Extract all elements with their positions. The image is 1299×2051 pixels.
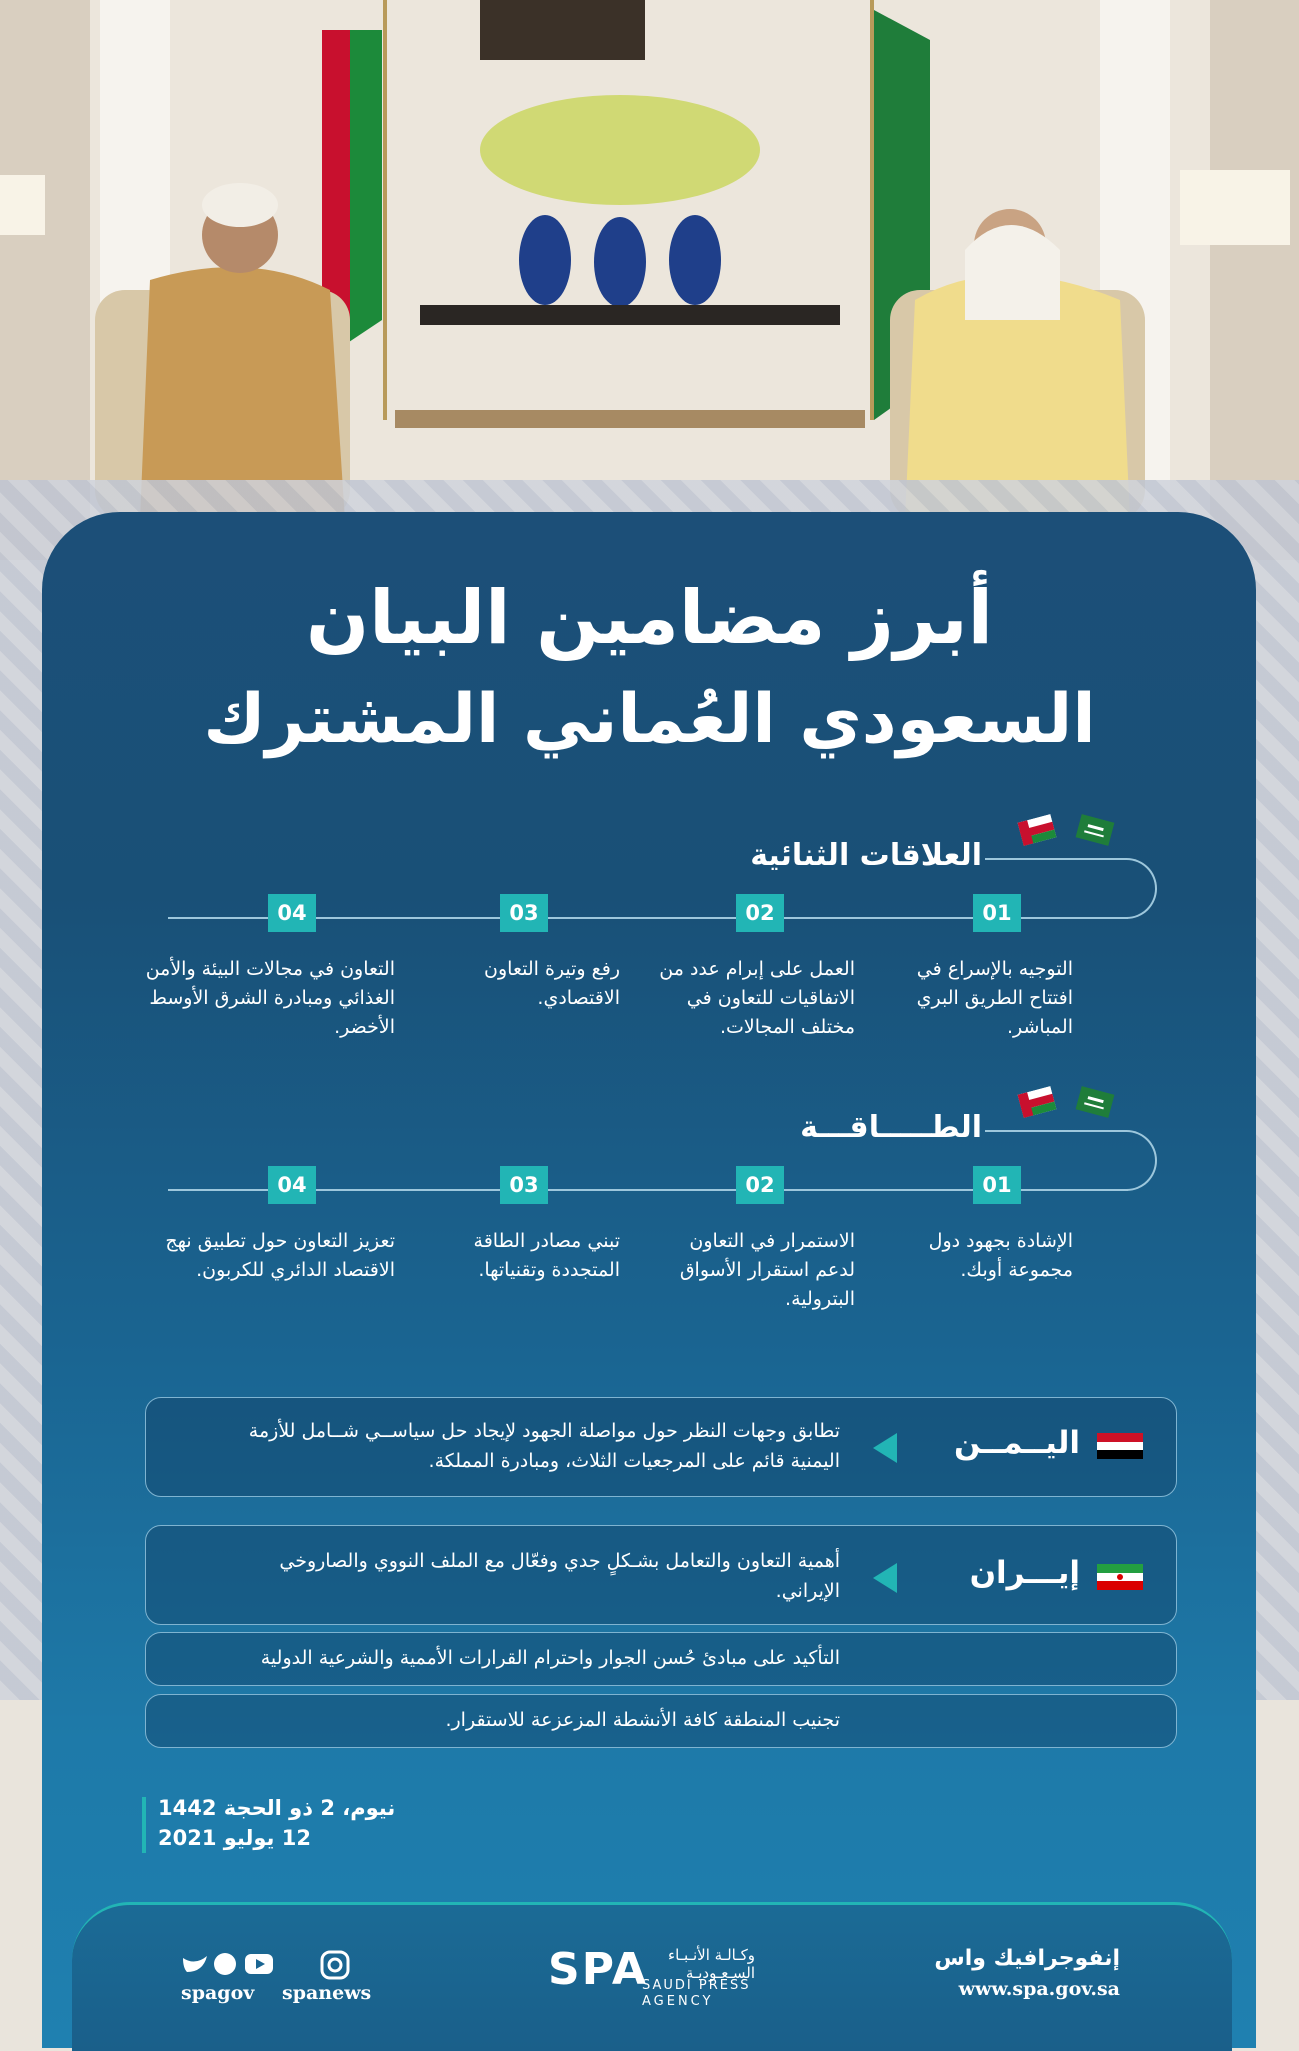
bilateral-item-01: التوجيه بالإسراع في افتتاح الطريق البري المباشر. bbox=[916, 958, 1073, 1038]
date-accent-bar bbox=[142, 1797, 146, 1853]
yemen-text: تطابق وجهات النظر حول مواصلة الجهود لإيجاد حل سياســي شــامل للأزمة اليمنية قائم على المرجعيات الثلاث، ومبادرة المملكة. bbox=[248, 1420, 840, 1472]
spa-logo-text: SPA bbox=[548, 1944, 648, 1995]
iran-flag-icon bbox=[1097, 1564, 1143, 1590]
bilateral-badge-04: 04 bbox=[268, 894, 316, 932]
yemen-flag-icon bbox=[1097, 1433, 1143, 1459]
bilateral-badge-01: 01 bbox=[973, 894, 1021, 932]
social-handle-spagov[interactable]: spagov bbox=[181, 1982, 255, 2004]
iran-point1-text: التأكيد على مبادئ حُسن الجوار واحترام القرارات الأممية والشرعية الدولية bbox=[260, 1647, 840, 1669]
iran-point2-text: تجنيب المنطقة كافة الأنشطة المزعزعة للاستقرار. bbox=[445, 1709, 840, 1731]
energy-heading-line bbox=[985, 1130, 1105, 1132]
energy-badge-04: 04 bbox=[268, 1166, 316, 1204]
agency-name-ar: وكـالـة الأنـبـاء السـعـوديـة bbox=[668, 1946, 755, 1982]
bilateral-heading: العلاقات الثنائية bbox=[750, 838, 982, 873]
iran-label: إيـــران bbox=[969, 1555, 1080, 1591]
bilateral-badge-03: 03 bbox=[500, 894, 548, 932]
date-hijri: نيوم، 2 ذو الحجة 1442 bbox=[158, 1796, 396, 1820]
brand-name: إنفوجرافيك واس bbox=[934, 1946, 1120, 1971]
header-photo bbox=[0, 0, 1299, 560]
energy-item-03: تبني مصادر الطاقة المتجددة وتقنياتها. bbox=[473, 1230, 620, 1281]
bilateral-timeline-curve bbox=[1000, 858, 1157, 919]
energy-badge-03: 03 bbox=[500, 1166, 548, 1204]
energy-item-04: تعزيز التعاون حول تطبيق نهج الاقتصاد الدائري للكربون. bbox=[165, 1230, 395, 1281]
iran-text: أهمية التعاون والتعامل بشـكلٍ جدي وفعّال مع الملف النووي والصاروخي الإيراني. bbox=[279, 1550, 840, 1602]
snapchat-icon bbox=[214, 1953, 236, 1975]
website-link[interactable]: www.spa.gov.sa bbox=[958, 1978, 1120, 2000]
meeting-photo-illustration bbox=[0, 0, 1299, 560]
agency-name-en2: AGENCY bbox=[642, 1994, 714, 2009]
agency-name-en1: SAUDI PRESS bbox=[642, 1978, 751, 1993]
energy-heading: الطـــــاقـــة bbox=[800, 1110, 982, 1145]
bilateral-item-02: العمل على إبرام عدد من الاتفاقيات للتعاون في مختلف المجالات. bbox=[659, 958, 855, 1038]
instagram-icon bbox=[320, 1950, 350, 1980]
yemen-pointer-icon bbox=[873, 1433, 897, 1463]
social-handle-spanews[interactable]: spanews bbox=[282, 1982, 372, 2004]
energy-badge-01: 01 bbox=[973, 1166, 1021, 1204]
bilateral-item-04: التعاون في مجالات البيئة والأمن الغذائي ومبادرة الشرق الأوسط الأخضر. bbox=[145, 958, 395, 1038]
social-icons bbox=[181, 1950, 281, 1980]
energy-item-01: الإشادة بجهود دول مجموعة أوبك. bbox=[928, 1230, 1073, 1281]
energy-item-02: الاستمرار في التعاون لدعم استقرار الأسواق البترولية. bbox=[679, 1230, 855, 1310]
bilateral-item-03: رفع وتيرة التعاون الاقتصادي. bbox=[484, 958, 620, 1009]
energy-timeline-curve bbox=[1000, 1130, 1157, 1191]
page-title-line1: أبرز مضامين البيان bbox=[306, 575, 993, 661]
yemen-label: اليــمــن bbox=[954, 1425, 1080, 1461]
date-gregorian: 12 يوليو 2021 bbox=[158, 1826, 311, 1850]
iran-pointer-icon bbox=[873, 1563, 897, 1593]
twitter-icon bbox=[183, 1956, 207, 1972]
bilateral-heading-line bbox=[985, 858, 1105, 860]
energy-badge-02: 02 bbox=[736, 1166, 784, 1204]
page-title-line2: السعودي العُماني المشترك bbox=[203, 680, 1096, 759]
bilateral-badge-02: 02 bbox=[736, 894, 784, 932]
